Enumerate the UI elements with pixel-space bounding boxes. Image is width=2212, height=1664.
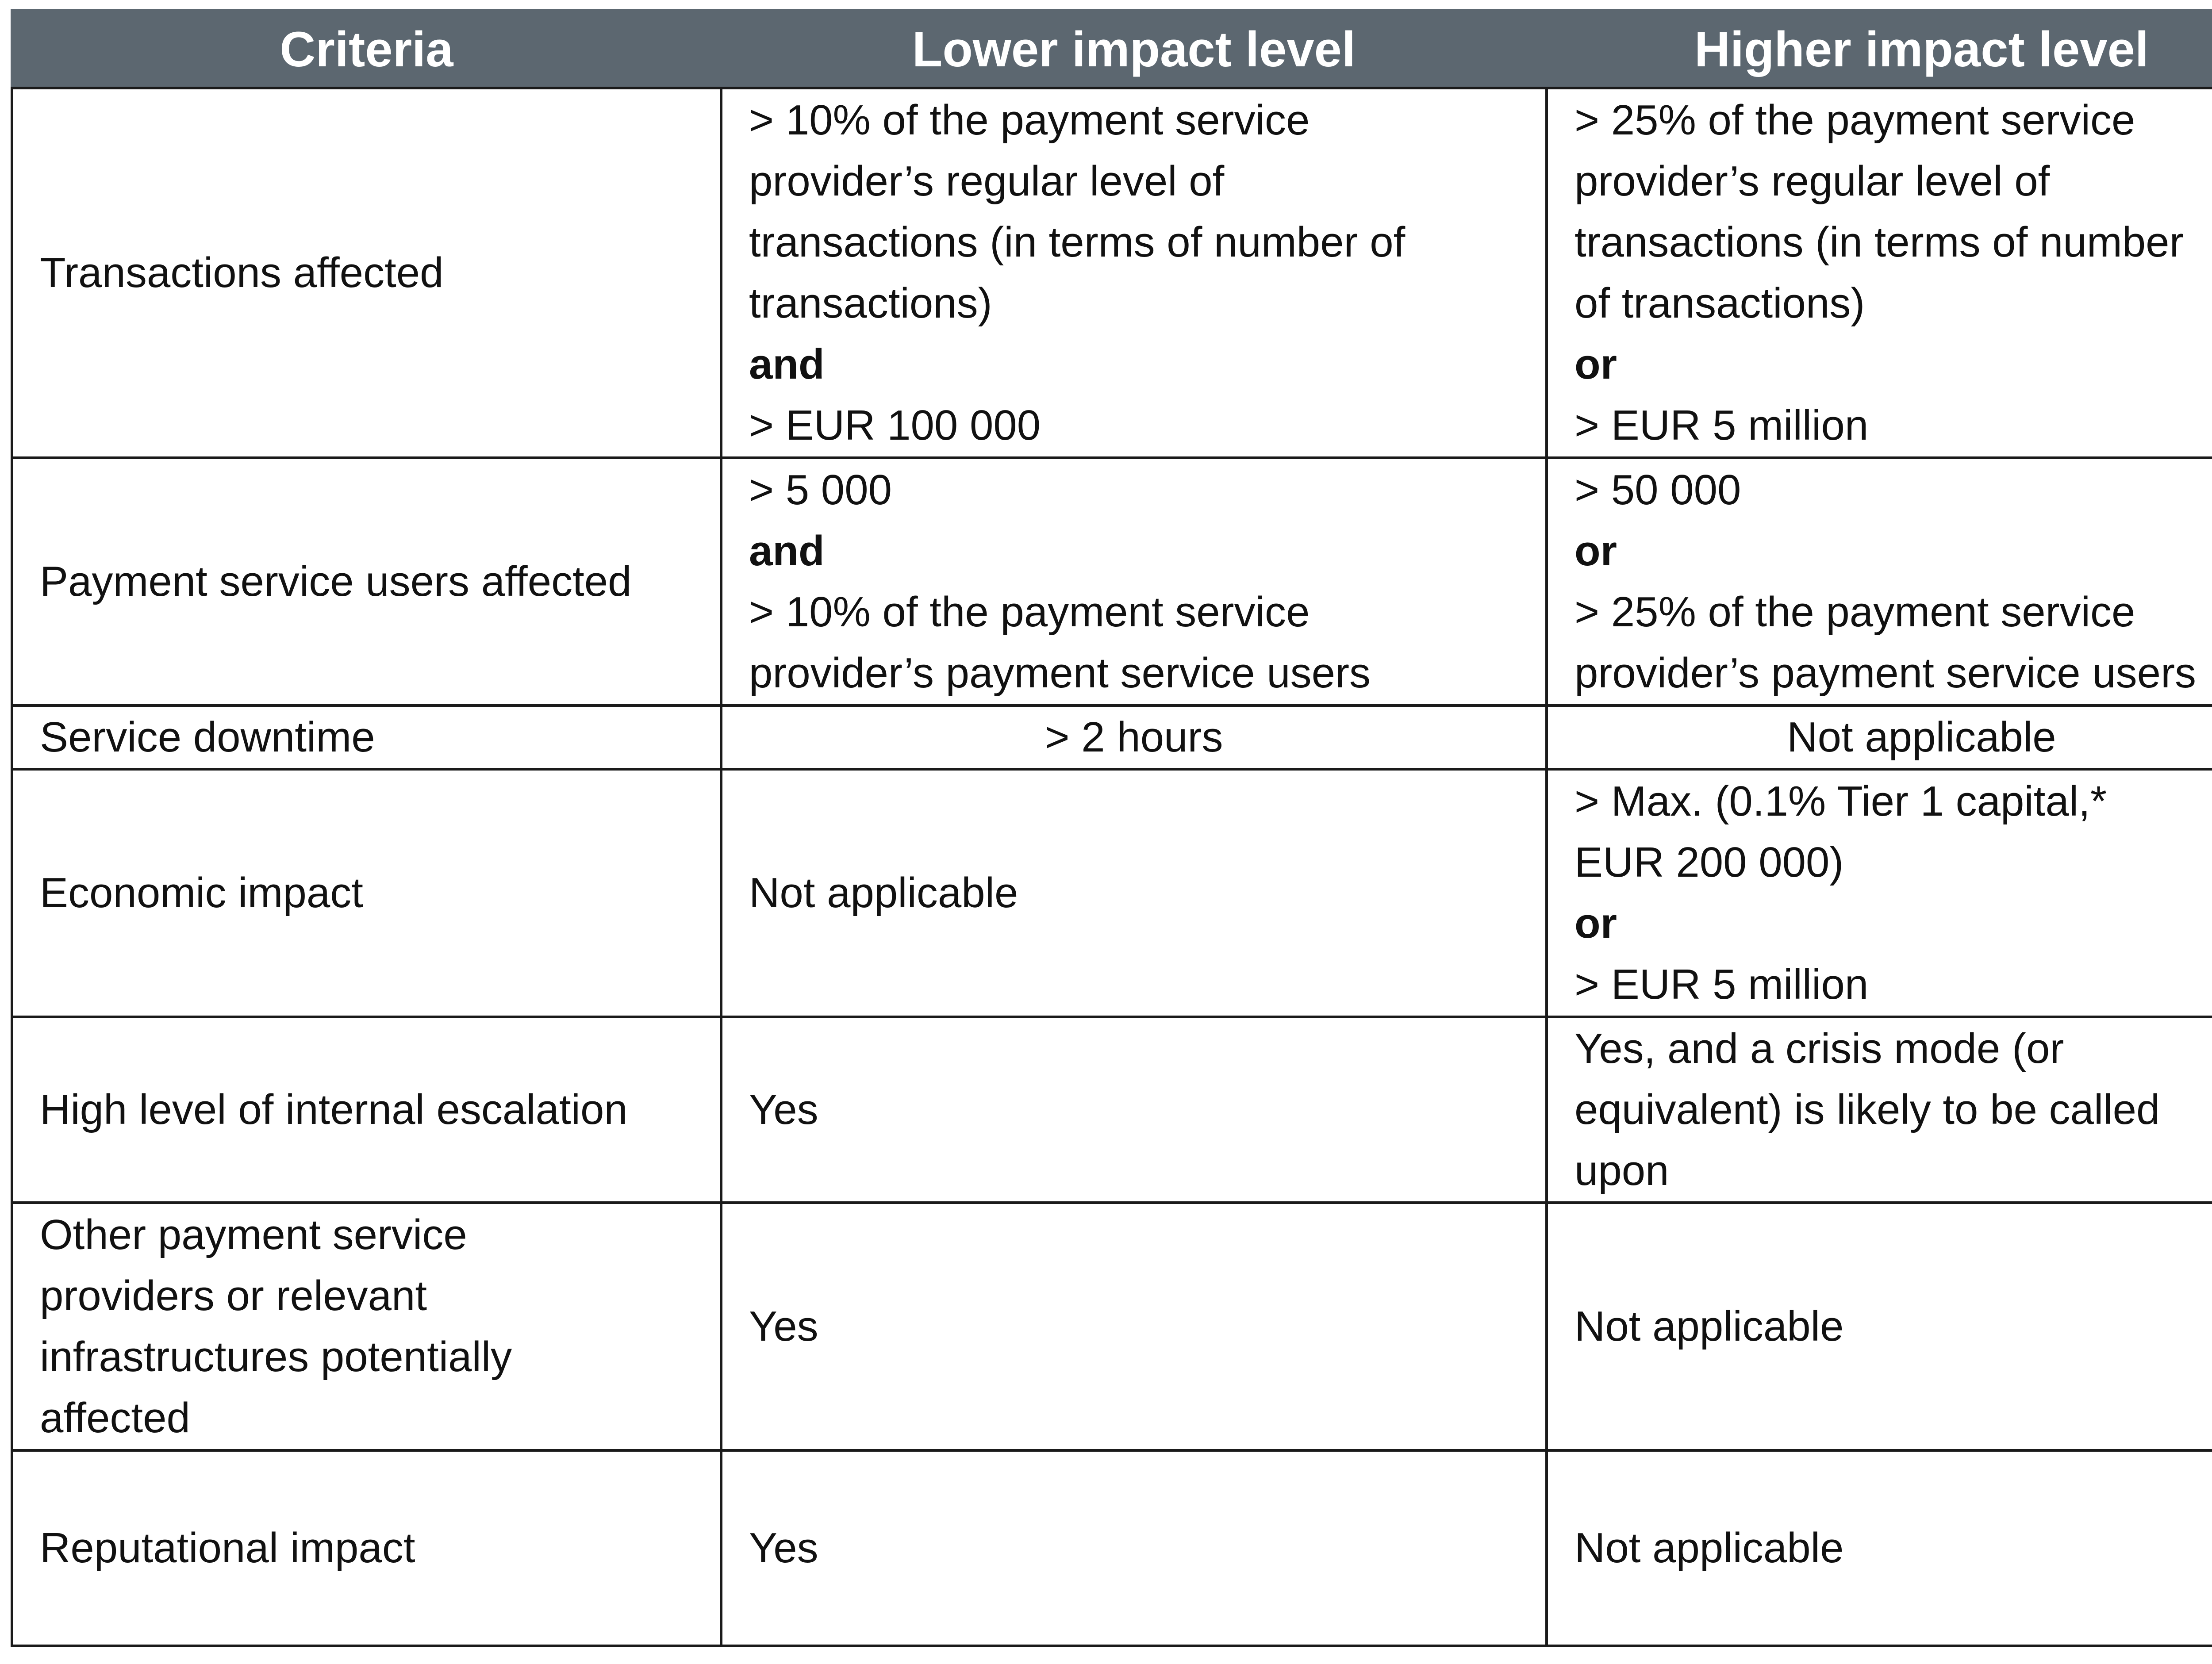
cell-line: > EUR 100 000 xyxy=(749,402,1041,449)
cell-line: transactions (in terms of number of xyxy=(749,219,1406,266)
conjunction-or: or xyxy=(1575,341,1617,388)
conjunction-or: or xyxy=(1575,900,1617,947)
conjunction-or: or xyxy=(1575,527,1617,575)
criteria-cell: Economic impact xyxy=(12,769,721,1017)
lower-impact-cell xyxy=(721,769,1547,1017)
lower-impact-cell xyxy=(721,705,1547,769)
header-lower-impact: Lower impact level xyxy=(721,10,1547,88)
cell-line: > 10% of the payment service xyxy=(749,96,1310,144)
impact-criteria-table xyxy=(11,9,2212,1647)
table-row xyxy=(12,458,2212,705)
cell-line: > 10% of the payment service xyxy=(749,588,1310,636)
cell-line: provider’s regular level of xyxy=(1575,157,2050,205)
cell-line: > EUR 5 million xyxy=(1575,961,1869,1008)
cell-line: of transactions) xyxy=(1575,280,1865,327)
cell-line: Yes xyxy=(749,1524,818,1572)
header-row xyxy=(12,10,2212,88)
table-row xyxy=(12,88,2212,458)
lower-impact-cell xyxy=(721,1450,1547,1646)
criteria-cell xyxy=(12,1203,721,1450)
cell-line: > 25% of the payment service xyxy=(1575,588,2135,636)
cell-line: EUR 200 000) xyxy=(1575,839,1844,886)
higher-impact-cell xyxy=(1547,769,2212,1017)
higher-impact-cell xyxy=(1547,1017,2212,1203)
cell-line: transactions (in terms of number xyxy=(1575,219,2184,266)
cell-line: Not applicable xyxy=(749,869,1018,916)
higher-impact-cell xyxy=(1547,1450,2212,1646)
conjunction-and: and xyxy=(749,341,825,388)
cell-line: infrastructures potentially xyxy=(40,1333,512,1380)
higher-impact-cell xyxy=(1547,458,2212,705)
higher-impact-cell xyxy=(1547,1203,2212,1450)
cell-line: Yes, and a crisis mode (or xyxy=(1575,1025,2064,1072)
table-row xyxy=(12,1203,2212,1450)
cell-line: > 25% of the payment service xyxy=(1575,96,2135,144)
cell-line: Yes xyxy=(749,1086,818,1133)
cell-line: provider’s regular level of xyxy=(749,157,1225,205)
cell-line: upon xyxy=(1575,1147,1669,1194)
cell-line: Yes xyxy=(749,1303,818,1350)
table-row xyxy=(12,769,2212,1017)
table-row xyxy=(12,1017,2212,1203)
criteria-cell: High level of internal escalation xyxy=(12,1017,721,1203)
criteria-cell: Transactions affected xyxy=(12,88,721,458)
cell-line: transactions) xyxy=(749,280,992,327)
cell-line: > 5 000 xyxy=(749,466,892,514)
header-higher-impact: Higher impact level xyxy=(1547,10,2212,88)
cell-line: > EUR 5 million xyxy=(1575,402,1869,449)
table-row xyxy=(12,1450,2212,1646)
cell-line: provider’s payment service users xyxy=(1575,649,2197,697)
criteria-cell: Service downtime xyxy=(12,705,721,769)
cell-line: > 50 000 xyxy=(1575,466,1741,514)
cell-line: Not applicable xyxy=(1575,1524,1844,1572)
cell-line: > 2 hours xyxy=(1045,713,1223,761)
cell-line: Not applicable xyxy=(1575,1303,1844,1350)
lower-impact-cell xyxy=(721,458,1547,705)
criteria-cell: Reputational impact xyxy=(12,1450,721,1646)
cell-line: > Max. (0.1% Tier 1 capital,* xyxy=(1575,778,2107,825)
cell-line: equivalent) is likely to be called xyxy=(1575,1086,2160,1133)
cell-line: Other payment service xyxy=(40,1211,467,1258)
lower-impact-cell xyxy=(721,1017,1547,1203)
cell-line: provider’s payment service users xyxy=(749,649,1371,697)
header-criteria: Criteria xyxy=(12,10,721,88)
criteria-cell: Payment service users affected xyxy=(12,458,721,705)
lower-impact-cell xyxy=(721,1203,1547,1450)
cell-line: affected xyxy=(40,1394,190,1442)
higher-impact-cell xyxy=(1547,88,2212,458)
table-row xyxy=(12,705,2212,769)
higher-impact-cell xyxy=(1547,705,2212,769)
conjunction-and: and xyxy=(749,527,825,575)
cell-line: providers or relevant xyxy=(40,1272,427,1319)
cell-line: Not applicable xyxy=(1787,713,2056,761)
lower-impact-cell xyxy=(721,88,1547,458)
